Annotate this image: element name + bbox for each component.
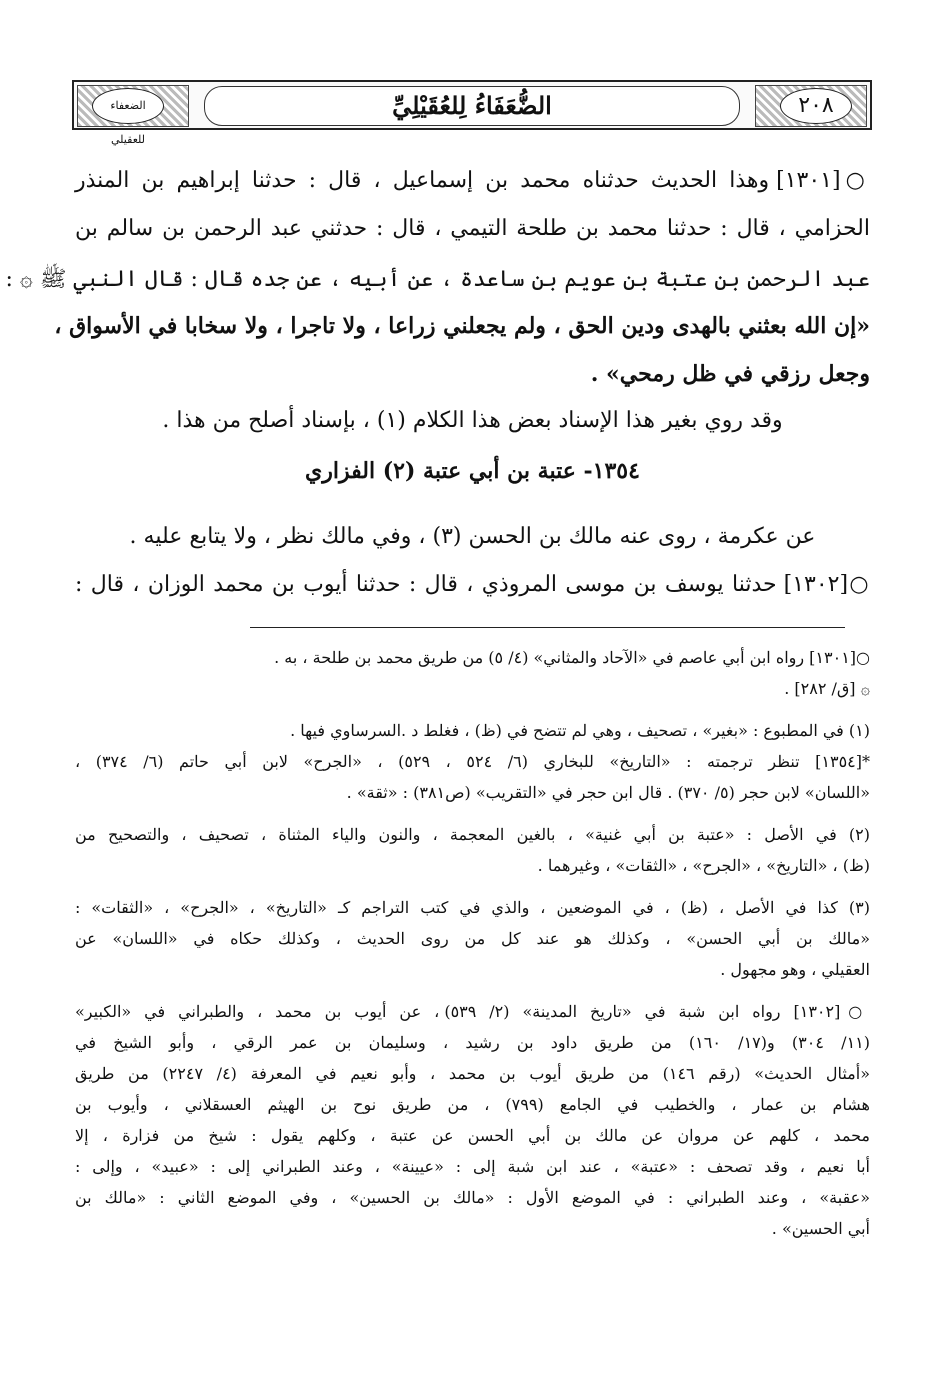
footnote-divider <box>250 627 845 628</box>
footnote-line: (١) في المطبوع : «بغير» ، تصحيف ، وهي لم تتضح في (ظ) ، فغلط د .السرساوي فيها . <box>290 721 870 740</box>
page-number: ٢٠٨ <box>780 88 852 124</box>
footnote-line: «اللسان» لابن حجر (٥/ ٣٧٠) . قال ابن حجر في «التقريب» (ص٣٨١) : «ثقة» . <box>346 783 870 802</box>
footnote-line: «مالك بن أبي الحسن» ، وكذلك هو عند كل من روى الحديث ، وكذلك حكاه في «اللسان» عن <box>75 929 870 948</box>
hadith-text: «إن الله بعثني بالهدى ودين الحق ، ولم يجعلني زراعا ، ولا تاجرا ، ولا سخابا في الأسواق ، <box>54 313 870 339</box>
main-line: ○[١٣٠١] وهذا الحديث حدثناه محمد بن إسماعيل ، قال : حدثنا إبراهيم بن المنذر <box>75 168 870 193</box>
footnote-line: ۞ [ق/ ٢٨٢] . <box>784 679 870 698</box>
footnote-line: العقيلي ، وهو مجهول . <box>720 960 870 979</box>
main-line: عن عكرمة ، روى عنه مالك بن الحسن (٣) ، وفي مالك نظر ، ولا يتابع عليه . <box>129 524 816 549</box>
footnote-line: «أمثال الحديث» (رقم ١٤٦) من طريق أيوب بن محمد ، وأبو نعيم في المعرفة (٤/ ٢٢٤٧) من طريق <box>75 1064 870 1083</box>
entry-heading: ١٣٥٤- عتبة بن أبي عتبة (٢) الفزاري <box>305 458 640 484</box>
footnote-line: أبا نعيم ، وقد تصحف : «عتبة» ، عند ابن شبة إلى : «عيينة» ، وعند الطبراني إلى : «عبيد» ، وإلى : <box>75 1157 870 1176</box>
footnote-line: (١١/ ٣٠٤) و(١٧/ ١٦٠) من طريق داود بن رشيد ، وسليمان بن عمر الرقي ، وأبو الشيخ في <box>75 1033 870 1052</box>
footnote-line: *[١٣٥٤] تنظر ترجمته : «التاريخ» للبخاري (٦/ ٥٢٤ ، ٥٢٩) ، «الجرح» لابن أبي حاتم (٦/ ٣٧٤) ، <box>75 752 871 771</box>
footnote-line: (ظ) ، «التاريخ» ، «الجرح» ، «الثقات» ، وغيرهما . <box>537 856 870 875</box>
page-header <box>72 80 872 146</box>
main-line: الحزامي ، قال : حدثنا محمد بن طلحة التيمي ، قال : حدثني عبد الرحمن بن سالم بن <box>75 216 870 241</box>
hadith-text: وجعل رزقي في ظل رمحي» . <box>590 361 870 387</box>
running-title: الضُّعَفَاءُ لِلعُقَيْلِيِّ <box>204 86 740 126</box>
footnote-line: ○[١٣٠٢] رواه ابن شبة في «تاريخ المدينة» (٢/ ٥٣٩) ، عن أيوب بن محمد ، والطبراني في «الكبير» <box>75 1002 870 1021</box>
main-line: ○[١٣٠٢] حدثنا يوسف بن موسى المروذي ، قال : حدثنا أيوب بن محمد الوزان ، قال : <box>75 572 870 597</box>
footnote-line: محمد ، كلهم عن مروان عن مالك بن أبي الحسن عن عتبة ، وكلهم يقول : شيخ من فزارة ، إلا <box>75 1126 871 1145</box>
footnote-line: (٣) كذا في الأصل ، (ظ) ، في الموضعين ، والذي في كتب التراجم كـ «التاريخ» ، «الجرح» ، «الثقات» : <box>75 898 870 917</box>
book-emblem: الضعفاء للعقيلي <box>92 88 164 124</box>
footnote-line: أبي الحسين» . <box>771 1219 870 1238</box>
footnote-line: هشام بن عمار ، والخطيب في الجامع (٧٩٩) ، من طريق نوح بن الهيثم العسقلاني ، وأيوب بن <box>75 1095 870 1114</box>
main-line: وقد روي بغير هذا الإسناد بعض هذا الكلام (١) ، بإسناد أصلح من هذا . <box>162 408 783 433</box>
footnote-line: (٢) في الأصل : «عتبة بن أبي غنية» ، بالغين المعجمة ، والنون والياء المثناة ، تصحيف ، والتصحيح من <box>75 825 870 844</box>
footnote-line: «عقبة» ، وعند الطبراني : في الموضع الأول : «مالك بن الحسين» ، وفي الموضع الثاني : «مالك بن <box>75 1188 870 1207</box>
main-line: عبد الرحمن بن عتبة بن عويم بن ساعدة ، عن أبيه ، عن جده قال : قال النبي ﷺ ۞ : <box>5 267 870 292</box>
footnote-line: ○[١٣٠١] رواه ابن أبي عاصم في «الآحاد والمثاني» (٤/ ٥) من طريق محمد بن طلحة ، به . <box>274 648 870 667</box>
